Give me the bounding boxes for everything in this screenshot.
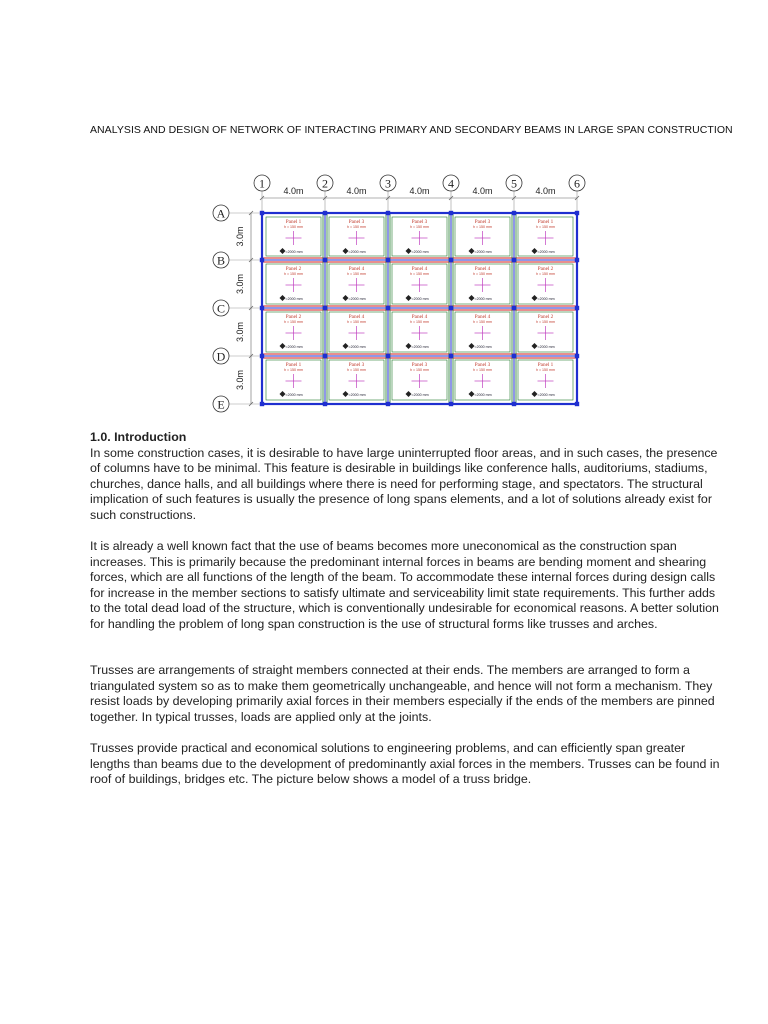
panel-name: Panel 3 xyxy=(348,219,365,225)
panel-dimension: =2000 mm xyxy=(285,345,303,349)
panel-dimension: =2000 mm xyxy=(474,345,492,349)
intro-section xyxy=(90,430,720,523)
panel-name: Panel 3 xyxy=(411,362,428,368)
column-node xyxy=(575,211,579,215)
column-label: 1 xyxy=(259,176,265,191)
panel-thickness: h = 150 mm xyxy=(535,225,556,229)
panel-dimension: =2000 mm xyxy=(474,393,492,397)
row-label: E xyxy=(217,397,225,412)
span-label: 4.0m xyxy=(409,186,430,196)
document-title: ANALYSIS AND DESIGN OF NETWORK OF INTERACTING PRIMARY AND SECONDARY BEAMS IN LARGE SPAN CONSTRUCTION xyxy=(90,124,733,136)
column-label: 2 xyxy=(322,176,328,191)
panel-thickness: h = 150 mm xyxy=(409,272,430,276)
panel-dimension: =2000 mm xyxy=(411,250,429,254)
panel-dimension: =2000 mm xyxy=(411,297,429,301)
panel-thickness: h = 150 mm xyxy=(283,272,304,276)
panel-dimension: =2000 mm xyxy=(474,250,492,254)
panel-dimension: =2000 mm xyxy=(474,297,492,301)
panel-name: Panel 4 xyxy=(411,266,428,272)
column-node xyxy=(512,402,516,406)
panel-thickness: h = 150 mm xyxy=(346,272,367,276)
panel-thickness: h = 150 mm xyxy=(472,368,493,372)
column-node xyxy=(260,402,264,406)
panel-thickness: h = 150 mm xyxy=(409,320,430,324)
column-node xyxy=(575,306,579,310)
span-label: 4.0m xyxy=(472,186,493,196)
column-node xyxy=(512,258,516,262)
column-node xyxy=(575,354,579,358)
span-label: 4.0m xyxy=(346,186,367,196)
column-node xyxy=(386,211,390,215)
column-label: 4 xyxy=(448,176,454,191)
panel-dimension: =2000 mm xyxy=(537,393,555,397)
intro-paragraph-3: Trusses are arrangements of straight members connected at their ends. The members are arranged to form a triangulated system so as to make them geometrically unchangeable, and hence will not form a mechanism. They resist loads by developing primarily axial forces in their members especially if the ends of the members are pinned together. In typical trusses, loads are applied only at the joints. xyxy=(90,663,715,724)
column-node xyxy=(512,306,516,310)
panel-name: Panel 4 xyxy=(474,314,491,320)
panel-dimension: =2000 mm xyxy=(537,297,555,301)
panel-name: Panel 4 xyxy=(474,266,491,272)
panel-name: Panel 4 xyxy=(411,314,428,320)
column-node xyxy=(386,306,390,310)
column-label: 6 xyxy=(574,176,580,191)
column-label: 5 xyxy=(511,176,517,191)
panel-dimension: =2000 mm xyxy=(348,297,366,301)
panel-dimension: =2000 mm xyxy=(285,297,303,301)
column-node xyxy=(323,354,327,358)
column-node xyxy=(449,354,453,358)
row-span-label: 3.0m xyxy=(235,226,245,247)
panel-name: Panel 1 xyxy=(537,219,554,225)
column-node xyxy=(260,258,264,262)
column-node xyxy=(449,402,453,406)
panel-name: Panel 2 xyxy=(537,266,554,272)
column-node xyxy=(323,402,327,406)
panel-name: Panel 3 xyxy=(411,219,428,225)
column-node xyxy=(323,306,327,310)
column-node xyxy=(323,258,327,262)
panel-dimension: =2000 mm xyxy=(285,250,303,254)
panel-thickness: h = 150 mm xyxy=(535,368,556,372)
panel-thickness: h = 150 mm xyxy=(535,320,556,324)
column-node xyxy=(260,354,264,358)
column-node xyxy=(386,258,390,262)
row-label: C xyxy=(216,301,226,316)
panel-dimension: =2000 mm xyxy=(348,393,366,397)
row-span-label: 3.0m xyxy=(235,321,245,343)
panel-dimension: =2000 mm xyxy=(348,250,366,254)
panel-thickness: h = 150 mm xyxy=(283,368,304,372)
panel-name: Panel 2 xyxy=(285,266,302,272)
panel-thickness: h = 150 mm xyxy=(472,272,493,276)
column-label: 3 xyxy=(385,176,391,191)
panel-name: Panel 3 xyxy=(474,362,491,368)
row-label: B xyxy=(216,253,226,268)
section-heading: 1.0. Introduction xyxy=(90,430,187,444)
intro-paragraph-4: Trusses provide practical and economical solutions to engineering problems, and can efficiently span greater lengths than beams due to the development of predominantly axial forces in the members. Trusses can be found in roof of buildings, bridges etc. The picture below shows a model of a truss bridge. xyxy=(90,741,720,786)
span-label: 4.0m xyxy=(535,186,556,196)
panel-dimension: =2000 mm xyxy=(348,345,366,349)
panel-thickness: h = 150 mm xyxy=(283,225,304,229)
panel-dimension: =2000 mm xyxy=(411,345,429,349)
intro-paragraph-2: It is already a well known fact that the use of beams becomes more uneconomical as the construction span increases. This is primarily because the predominant internal forces in beams are bending moment and shearing forces, which are all functions of the length of the beam. To accommodate these internal forces during design calls for increase in the member sections to satisfy ultimate and serviceability limit state requirements. This further adds to the total dead load of the structure, which is conventionally undesirable for economical reasons. A better solution for handling the problem of long span construction is the use of structural forms like trusses and arches. xyxy=(90,539,719,631)
panel-thickness: h = 150 mm xyxy=(346,368,367,372)
panel-name: Panel 1 xyxy=(285,219,302,225)
column-node xyxy=(512,211,516,215)
column-node xyxy=(386,354,390,358)
row-label: A xyxy=(216,206,226,221)
panel-dimension: =2000 mm xyxy=(537,345,555,349)
column-node xyxy=(449,306,453,310)
panel-thickness: h = 150 mm xyxy=(535,272,556,276)
intro-paragraph-1: In some construction cases, it is desirable to have large uninterrupted floor areas, and in such cases, the presence of columns have to be minimal. This feature is desirable in buildings like conference halls, auditoriums, stadiums, churches, dance halls, and all buildings where there is need for performing stage, and spectators. The structural implication of such features is usually the presence of long spans elements, and a lot of solutions already exist for such constructions. xyxy=(90,445,718,522)
panel-name: Panel 2 xyxy=(285,314,302,320)
column-node xyxy=(260,306,264,310)
panel-dimension: =2000 mm xyxy=(285,393,303,397)
panel-thickness: h = 150 mm xyxy=(283,320,304,324)
span-label: 4.0m xyxy=(283,186,304,196)
row-span-label: 3.0m xyxy=(235,369,245,391)
row-span-label: 3.0m xyxy=(235,273,245,295)
panel-dimension: =2000 mm xyxy=(537,250,555,254)
column-node xyxy=(260,211,264,215)
column-node xyxy=(449,211,453,215)
panel-name: Panel 3 xyxy=(474,219,491,225)
panel-thickness: h = 150 mm xyxy=(346,320,367,324)
panel-thickness: h = 150 mm xyxy=(409,225,430,229)
panel-name: Panel 1 xyxy=(285,362,302,368)
panel-thickness: h = 150 mm xyxy=(472,320,493,324)
row-label: D xyxy=(216,349,226,364)
panel-thickness: h = 150 mm xyxy=(409,368,430,372)
panel-name: Panel 2 xyxy=(537,314,554,320)
floor-plan-diagram xyxy=(205,170,590,415)
panel-thickness: h = 150 mm xyxy=(346,225,367,229)
panel-name: Panel 4 xyxy=(348,314,365,320)
column-node xyxy=(575,258,579,262)
panel-name: Panel 1 xyxy=(537,362,554,368)
panel-thickness: h = 150 mm xyxy=(472,225,493,229)
column-node xyxy=(323,211,327,215)
column-node xyxy=(386,402,390,406)
panel-name: Panel 4 xyxy=(348,266,365,272)
column-node xyxy=(575,402,579,406)
panel-dimension: =2000 mm xyxy=(411,393,429,397)
column-node xyxy=(449,258,453,262)
panel-name: Panel 3 xyxy=(348,362,365,368)
column-node xyxy=(512,354,516,358)
